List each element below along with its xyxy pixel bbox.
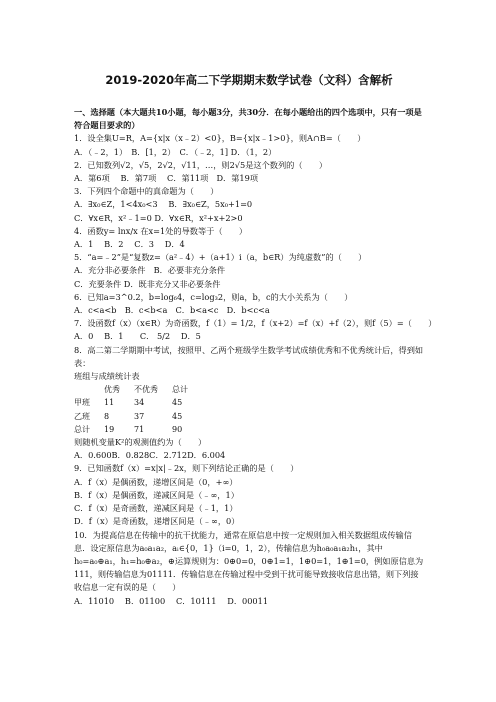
question-8: 8．高二第二学期期中考试，按照甲、乙两个班级学生数学考试成绩优秀和不优秀统计后，得到如表： [74,344,424,368]
table-row [74,410,202,423]
table-cell: 19 [104,424,115,434]
question-1-options: A．（﹣2，1） B．[1，2） C．（﹣2，1] D．（1，2） [74,146,277,157]
table-cell: 90 [172,424,183,434]
table-row [74,423,202,436]
table-cell: 8 [104,411,110,421]
question-7: 7．设函数f（x）（x∈R）为奇函数，f（1）= 1/2，f（x+2）=f（x）+f（2），则f（5）=（ ） [74,318,437,329]
section-heading: 一、选择题（本大题共10小题，每小题3分，共30分．在每小题给出的四个选项中，只有一项是符合题目要求的） [74,107,422,131]
question-2-options: A．第6项 B．第7项 C．第11项 D．第19项 [74,173,259,184]
page-title: 2019-2020年高二下学期期末数学试卷（文科）含解析 [105,73,393,87]
table-cell: 71 [134,424,145,434]
score-table [74,383,202,436]
table-cell: 乙班 [74,411,90,421]
question-9-option-c: C．f（x）是奇函数，递减区间是（﹣1，1） [74,503,238,514]
question-9-option-b: B．f（x）是偶函数，递减区间是（﹣∞，1） [74,489,239,500]
table-cell: 45 [172,411,183,421]
table-header [74,383,104,396]
question-5: 5．“a=﹣2”是“复数z=（a²﹣4）+（a+1）i（a，b∈R）为纯虚数”的（ ） [74,252,367,263]
table-header-row [74,383,202,396]
question-8-options: A．0.600B．0.828C．2.712D．6.004 [74,450,226,461]
question-3-option-cd: C．∀x∈R，x²﹣1=0 D．∀x∈R，x²+x+2>0 [74,212,243,223]
question-5-option-ab: A．充分非必要条件 B．必要非充分条件 [74,265,226,276]
question-7-options: A．0 B．1 C． 5/2 D．5 [74,331,201,342]
table-caption: 班组与成绩统计表 [74,371,140,382]
question-3: 3．下列四个命题中的真命题为（ ） [74,186,219,197]
question-9-option-a: A．f（x）是偶函数，递增区间是（0，+∞） [74,476,238,487]
table-cell: 34 [134,398,145,408]
question-3-option-ab: A．∃x₀∈Z，1<4x₀<3 B．∃x₀∈Z，5x₀+1=0 [74,199,253,210]
question-8-after: 则随机变量K²的观测值约为（ ） [74,437,207,448]
table-cell: 甲班 [74,398,90,408]
question-9-option-d: D．f（x）是奇函数，递增区间是（﹣∞，0） [74,516,240,527]
table-cell: 45 [172,398,183,408]
table-header: 不优秀 [134,385,158,395]
table-header: 总计 [172,385,188,395]
table-cell: 总计 [74,424,90,434]
exam-body [74,88,437,608]
question-4-options: A．1 B．2 C．3 D．4 [74,239,185,250]
table-cell: 11 [104,398,115,408]
question-5-option-cd: C．充要条件 D．既非充分又非必要条件 [74,278,221,289]
question-4: 4．函数y= lnx/x 在x=1处的导数等于（ ） [74,225,248,236]
question-1: 1．设全集U=R，A={x|x（x﹣2）<0}，B={x|x﹣1>0}，则A∩B=（ ） [74,133,366,144]
table-header: 优秀 [104,385,120,395]
table-row [74,396,202,409]
question-6-options: A．c<a<b B．c<b<a C．b<a<c D．b<c<a [74,305,270,316]
question-10: 10．为提高信息在传输中的抗干扰能力，通常在原信息中按一定规则加入相关数据组成传输信息．设定原信息为a₀a₁a₂，aᵢ∈{0，1}（i=0，1，2），传输信息为h₀a₀a₁a₂h₁，其中h₀=a₀⊕a₁，h₁=h₀⊕a₂，⊕运算规则为：0⊕0=0，0⊕1=1，1⊕0=1，1⊕1=0，例如原信息为111，则传输信息为01111．传输信息在传输过程中受到干扰可能导致接收信息出错，则下列接收信息一定有误的是（ ） [74,529,424,593]
table-cell: 37 [134,411,145,421]
question-10-options: A．11010 B．01100 C．10111 D．00011 [74,595,269,606]
question-2: 2．已知数列√2，√5，2√2，√11，…，则2√5是这个数列的（ ） [74,159,328,170]
question-6: 6．已知a=3^0.2，b=log₆4，c=log₃2，则a，b，c的大小关系为（ ） [74,291,353,302]
question-9: 9．已知函数f（x）=x|x|﹣2x，则下列结论正确的是（ ） [74,463,299,474]
